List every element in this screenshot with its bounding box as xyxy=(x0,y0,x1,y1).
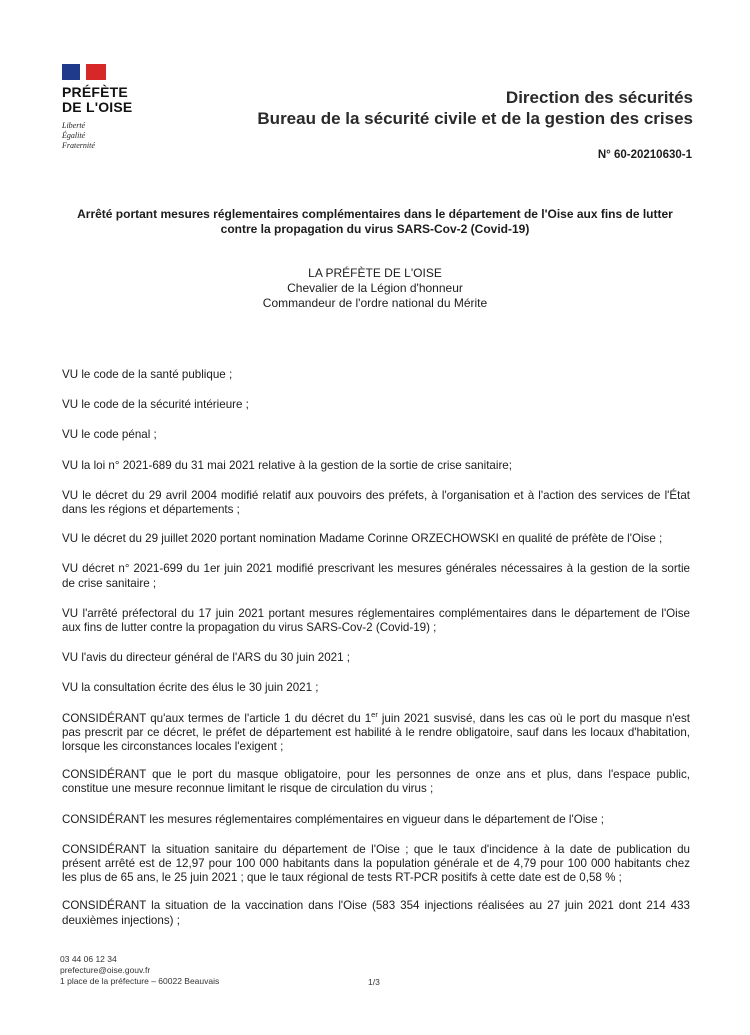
visa-paragraph: VU l'arrêté préfectoral du 17 juin 2021 portant mesures réglementaires complémentaires dans le département de l'Oise aux fins de lutter contre la propagation du virus SARS-Cov-2 (Covid-19) ; xyxy=(62,606,690,635)
visa-paragraph: VU la loi n° 2021-689 du 31 mai 2021 relative à la gestion de la sortie de crise sanitaire; xyxy=(62,458,512,472)
bureau-title: Bureau de la sécurité civile et de la gestion des crises xyxy=(257,109,693,128)
superscript: er xyxy=(371,709,378,719)
considerant-text: CONSIDÉRANT qu'aux termes de l'article 1 du décret du 1 xyxy=(62,711,372,725)
considerant-paragraph: CONSIDÉRANT que le port du masque obligatoire, pour les personnes de onze ans et plus, dans l'espace public, constitue une mesure reconnue limitant le risque de circulation du virus ; xyxy=(62,768,690,796)
visa-paragraph: VU la consultation écrite des élus le 30 juin 2021 ; xyxy=(62,681,319,695)
footer-email: prefecture@oise.gouv.fr xyxy=(60,965,151,975)
decree-title: Arrêté portant mesures réglementaires complémentaires dans le département de l'Oise aux fins de lutter contre la propagation du virus SARS-Cov-2 (Covid-19) xyxy=(77,207,673,236)
considerant-paragraph xyxy=(62,709,691,755)
prefect-honour-1: Chevalier de la Légion d'honneur xyxy=(287,281,463,295)
prefect-honour-2: Commandeur de l'ordre national du Mérite xyxy=(262,296,488,310)
footer-address: 1 place de la préfecture – 60022 Beauvais xyxy=(60,976,220,986)
visa-paragraph: VU le code pénal ; xyxy=(62,428,157,442)
prefect-block xyxy=(60,266,690,311)
marianne-flag-icon xyxy=(62,64,106,80)
footer-phone: 03 44 06 12 34 xyxy=(60,954,117,964)
logo-motto xyxy=(62,121,152,151)
visa-paragraph: VU décret n° 2021-699 du 1er juin 2021 modifié prescrivant les mesures générales nécessaires à la gestion de la sortie de crise sanitaire ; xyxy=(62,562,690,590)
considerant-paragraph: CONSIDÉRANT la situation de la vaccination dans l'Oise (583 354 injections réalisées au 27 juin 2021 dont 214 433 deuxièmes injections) ; xyxy=(62,899,690,927)
prefecture-logo xyxy=(62,64,152,151)
decree-body xyxy=(62,368,690,928)
prefect-name: LA PRÉFÈTE DE L'OISE xyxy=(308,266,442,280)
motto-liberte: Liberté xyxy=(62,121,86,130)
visa-paragraph: VU le décret du 29 avril 2004 modifié relatif aux pouvoirs des préfets, à l'organisation et à l'action des services de l'État dans les régions et départements ; xyxy=(62,488,690,517)
considerant-paragraph: CONSIDÉRANT la situation sanitaire du département de l'Oise ; que le taux d'incidence à la date de publication du présent arrêté est de 12,97 pour 100 000 habitants dans la population générale et de 4,79 pour 100 000 habitants chez les plus de 65 ans, le 25 juin 2021 ; que le taux régional de tests RT-PCR positifs à cette date est de 0,58 % ; xyxy=(62,842,690,885)
visa-paragraph: VU le code de la santé publique ; xyxy=(62,368,233,381)
motto-egalite: Égalité xyxy=(62,131,86,140)
direction-title: Direction des sécurités xyxy=(505,88,693,107)
considerant-paragraph: CONSIDÉRANT les mesures réglementaires complémentaires en vigueur dans le département de l'Oise ; xyxy=(62,812,604,826)
footer-contact xyxy=(60,954,219,987)
decree-reference: N° 60-20210630-1 xyxy=(597,149,692,161)
motto-fraternite: Fraternité xyxy=(62,141,95,150)
visa-paragraph: VU le décret du 29 juillet 2020 portant nomination Madame Corinne ORZECHOWSKI en qualité de préfète de l'Oise ; xyxy=(62,532,663,546)
visa-paragraph: VU l'avis du directeur général de l'ARS du 30 juin 2021 ; xyxy=(62,651,350,665)
logo-prefecture-line2: DE L'OISE xyxy=(62,99,133,115)
visa-paragraph: VU le code de la sécurité intérieure ; xyxy=(62,398,249,412)
considerant-text: juin 2021 susvisé, dans les cas où le port du masque n'est pas prescrit par ce décret, le préfet de département est habilité à le rendre obligatoire, sauf dans les locaux d'habitation, lorsque les circonstances locales l'exigent ; xyxy=(62,711,691,754)
department-header xyxy=(257,88,693,130)
page-number: 1/3 xyxy=(368,977,380,987)
logo-prefecture-line1: PRÉFÈTE xyxy=(62,84,128,100)
